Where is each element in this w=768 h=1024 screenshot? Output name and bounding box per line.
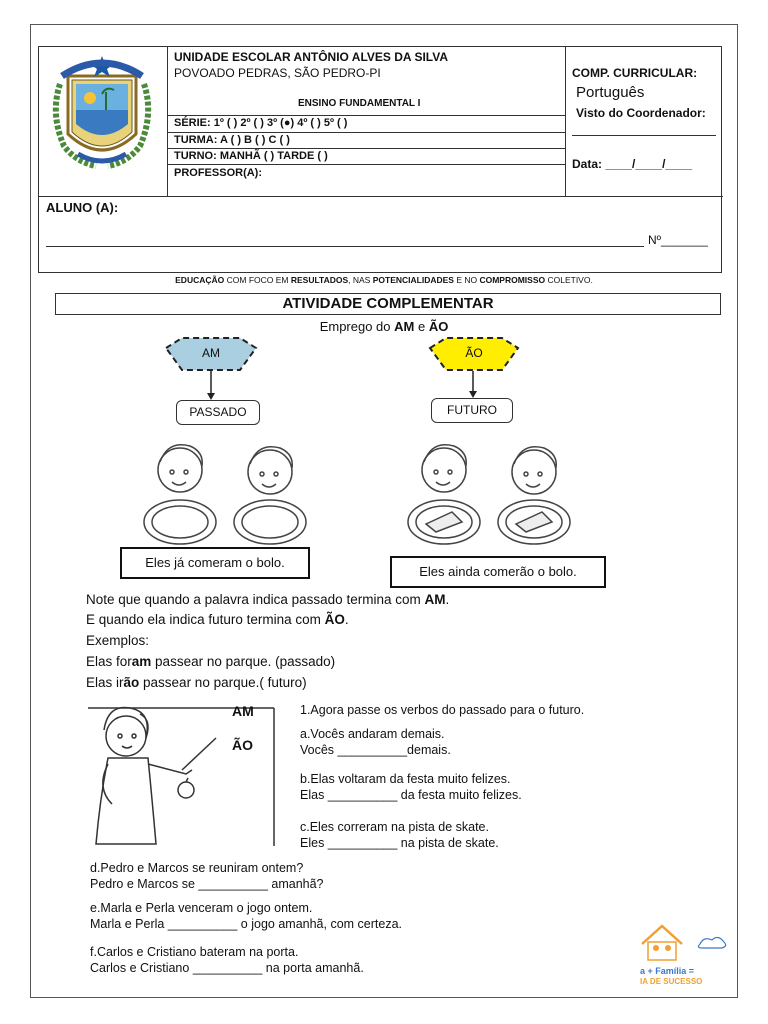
family-logo-icon [640,922,730,972]
divider [167,164,565,165]
exercise-instruction: 1.Agora passe os verbos do passado para o futuro. [300,703,585,717]
motto-word: COM FOCO EM [224,275,291,285]
example-text: Elas ir [86,675,124,690]
subtitle-am: AM [394,319,415,334]
divider [167,47,168,196]
subtitle-ao: ÃO [428,319,449,334]
activity-title: ATIVIDADE COMPLEMENTAR [55,293,721,315]
exercise-c-question: c.Eles correram na pista de skate. [300,820,489,834]
subtitle-text: e [414,319,429,334]
professor-field[interactable]: PROFESSOR(A): [174,167,262,179]
logo-line-2: IA DE SUCESSO [640,977,703,986]
motto-word: E NO [453,275,480,285]
motto-word: , NAS [348,275,373,285]
note-future [86,612,349,627]
motto-word: POTENCIALIDADES [372,275,454,285]
motto-word: COMPROMISSO [479,275,546,285]
subtitle-text: Emprego do [319,319,395,334]
am-tag-label: AM [202,346,220,360]
exercise-d-question: d.Pedro e Marcos se reuniram ontem? [90,861,304,875]
example-bold: am [131,654,152,669]
arrow-down-icon [465,371,481,399]
visto-signature-line[interactable] [572,135,716,136]
motto [0,275,768,285]
exercise-f-answer[interactable]: Carlos e Cristiano __________ na porta amanhã. [90,961,364,975]
divider [167,148,565,149]
example-text: passear no parque.( futuro) [139,675,307,690]
exercise-b-question: b.Elas voltaram da festa muito felizes. [300,772,511,786]
note-bold: AM [424,592,446,607]
activity-subtitle [0,319,768,334]
children-cake-plates-illustration [396,432,586,548]
example-text: passear no parque. (passado) [151,654,336,669]
board-ao-label: ÃO [232,737,253,753]
exercise-e-question: e.Marla e Perla venceram o jogo ontem. [90,901,313,915]
serie-field[interactable]: SÉRIE: 1º ( ) 2º ( ) 3º (●) 4º ( ) 5º ( ) [174,117,348,129]
children-empty-plates-illustration [132,432,322,548]
teacher-pointing-illustration [86,698,276,848]
visto-label: Visto do Coordenador: [576,106,706,120]
note-bold: ÃO [324,612,345,627]
board-am-label: AM [232,703,254,719]
student-label: ALUNO (A): [46,200,119,215]
examples-label: Exemplos: [86,633,150,648]
example-future [86,675,307,690]
divider [565,47,566,196]
turma-field[interactable]: TURMA: A ( ) B ( ) C ( ) [174,134,290,146]
divider [39,196,723,197]
exercise-a-answer[interactable]: Vocês __________demais. [300,743,451,757]
past-sentence-box: Eles já comeram o bolo. [120,547,310,579]
note-text: . [445,592,450,607]
note-text: . [344,612,349,627]
exercise-c-answer[interactable]: Eles __________ na pista de skate. [300,836,499,850]
ao-tag-label: ÃO [465,346,483,360]
comp-value: Português [576,84,645,101]
note-past [86,592,449,607]
example-text: Elas for [86,654,132,669]
exercise-f-question: f.Carlos e Cristiano bateram na porta. [90,945,299,959]
school-name: UNIDADE ESCOLAR ANTÔNIO ALVES DA SILVA [174,50,449,64]
comp-label: COMP. CURRICULAR: [572,66,698,80]
divider [167,132,565,133]
school-address: POVOADO PEDRAS, SÃO PEDRO-PI [174,66,381,80]
student-number[interactable]: Nº_______ [648,233,708,247]
motto-word: RESULTADOS [290,275,349,285]
school-level: ENSINO FUNDAMENTAL I [298,98,421,109]
future-box: FUTURO [431,398,513,423]
exercise-a-question: a.Vocês andaram demais. [300,727,445,741]
motto-word: EDUCAÇÃO [175,275,225,285]
example-past [86,654,335,669]
note-text: Note que quando a palavra indica passado termina com [86,592,425,607]
divider [167,115,565,116]
future-sentence-box: Eles ainda comerão o bolo. [390,556,606,588]
example-bold: ão [123,675,140,690]
turno-field[interactable]: TURNO: MANHÃ ( ) TARDE ( ) [174,150,328,162]
exercise-d-answer[interactable]: Pedro e Marcos se __________ amanhã? [90,877,324,891]
student-name-line[interactable] [46,246,644,247]
motto-word: COLETIVO. [545,275,593,285]
arrow-down-icon [203,371,219,401]
past-box: PASSADO [176,400,260,425]
exercise-b-answer[interactable]: Elas __________ da festa muito felizes. [300,788,522,802]
date-field[interactable]: Data: ____/____/____ [572,157,693,171]
logo-line-1: a + Família = [640,966,695,976]
note-text: E quando ela indica futuro termina com [86,612,325,627]
municipal-seal-icon [46,54,158,172]
exercise-e-answer[interactable]: Marla e Perla __________ o jogo amanhã, com certeza. [90,917,402,931]
